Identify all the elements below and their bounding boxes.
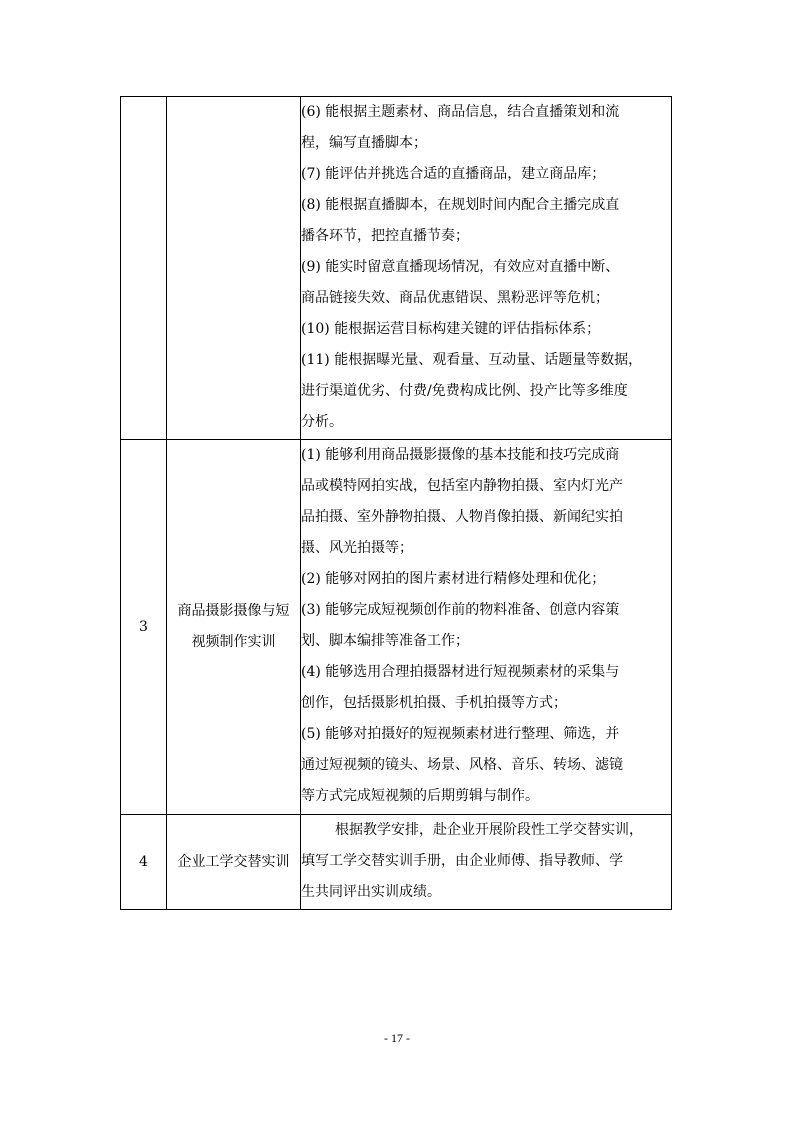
desc-line: 摄、风光拍摄等；	[301, 540, 413, 556]
desc-line: 填写工学交替实训手册，由企业师傅、指导教师、学	[301, 853, 623, 869]
course-description	[301, 97, 672, 440]
course-name	[167, 815, 301, 910]
table-row	[121, 97, 672, 440]
course-name-line: 商品摄影摄像与短	[177, 603, 290, 619]
desc-line: 程，编写直播脚本；	[301, 135, 427, 151]
row-number: 3	[121, 440, 167, 815]
desc-line: (8) 能根据直播脚本，在规划时间内配合主播完成直	[301, 197, 620, 213]
desc-line: 创作，包括摄影机拍摄、手机拍摄等方式；	[301, 695, 567, 711]
desc-line: (5) 能够对拍摄好的短视频素材进行整理、筛选，并	[301, 726, 620, 742]
desc-line: (9) 能实时留意直播现场情况，有效应对直播中断、	[301, 259, 620, 275]
desc-line: (4) 能够选用合理拍摄器材进行短视频素材的采集与	[301, 664, 620, 680]
row-number: 4	[121, 815, 167, 910]
desc-line: 进行渠道优劣、付费/免费构成比例、投产比等多维度	[301, 383, 628, 399]
row-number	[121, 97, 167, 440]
desc-line: (1) 能够利用商品摄影摄像的基本技能和技巧完成商	[301, 447, 620, 463]
course-name	[167, 97, 301, 440]
desc-line: 品拍摄、室外静物拍摄、人物肖像拍摄、新闻纪实拍	[301, 509, 623, 525]
course-name	[167, 440, 301, 815]
desc-line: 等方式完成短视频的后期剪辑与制作。	[301, 788, 539, 804]
table-row	[121, 815, 672, 910]
desc-line: 生共同评出实训成绩。	[301, 884, 441, 900]
desc-line: (3) 能够完成短视频创作前的物料准备、创意内容策	[301, 602, 620, 618]
desc-line: 划、脚本编排等准备工作；	[301, 633, 469, 649]
desc-line: 商品链接失效、商品优惠错误、黑粉恶评等危机；	[301, 290, 609, 306]
course-name-line: 视频制作实训	[191, 634, 276, 650]
desc-line: (2) 能够对网拍的图片素材进行精修处理和优化；	[301, 571, 606, 587]
course-name-line: 企业工学交替实训	[177, 853, 290, 870]
table-row	[121, 440, 672, 815]
desc-line: 分析。	[301, 414, 343, 430]
desc-line: (11) 能根据曝光量、观看量、互动量、话题量等数据，	[301, 352, 643, 368]
course-description	[301, 440, 672, 815]
desc-line: (6) 能根据主题素材、商品信息，结合直播策划和流	[301, 104, 620, 120]
page-number: - 17 -	[384, 1031, 410, 1045]
training-table	[120, 96, 672, 910]
desc-line: 播各环节，把控直播节奏；	[301, 228, 469, 244]
course-description	[301, 815, 672, 910]
desc-line: (7) 能评估并挑选合适的直播商品，建立商品库；	[301, 166, 606, 182]
desc-line: 品或模特网拍实战，包括室内静物拍摄、室内灯光产	[301, 478, 623, 494]
desc-line: 通过短视频的镜头、场景、风格、音乐、转场、滤镜	[301, 757, 623, 773]
desc-line: (10) 能根据运营目标构建关键的评估指标体系；	[301, 321, 601, 337]
desc-line: 根据教学安排，赴企业开展阶段性工学交替实训，	[335, 822, 643, 838]
